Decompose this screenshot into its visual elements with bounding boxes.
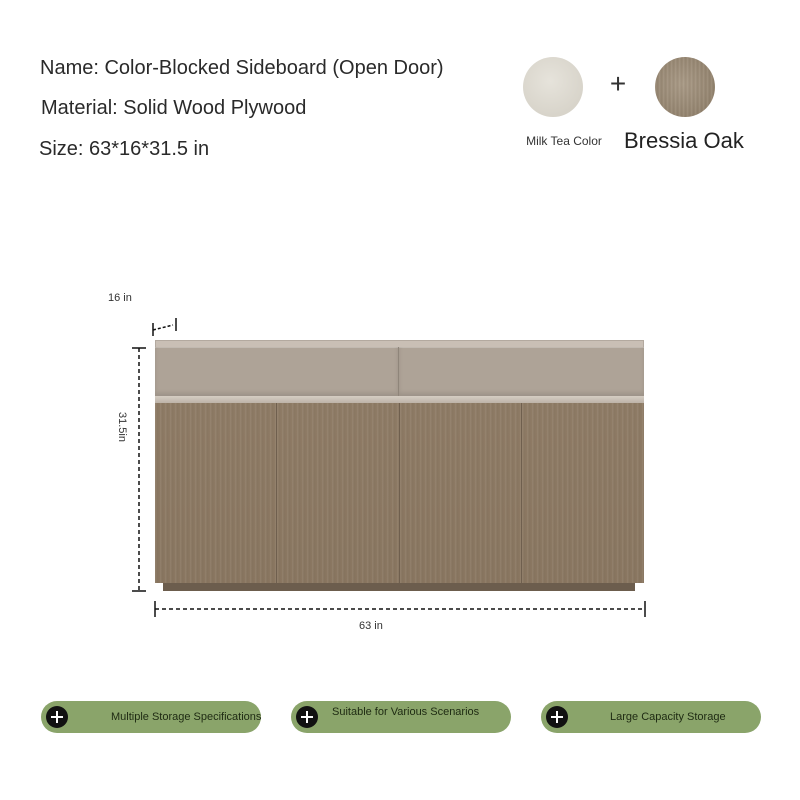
drawer-right: [399, 347, 644, 396]
product-name: Name: Color-Blocked Sideboard (Open Door): [40, 57, 444, 79]
depth-dimension-line: [153, 318, 176, 336]
bressia-oak-label: Bressia Oak: [624, 128, 744, 153]
open-shelf-gap: [155, 396, 644, 403]
product-size: Size: 63*16*31.5 in: [39, 138, 210, 160]
feature-pill-storage-specs: [41, 701, 261, 733]
height-label: 31.5in: [116, 412, 128, 442]
bressia-oak-swatch: [655, 57, 715, 117]
milk-tea-color-label: Milk Tea Color: [526, 134, 602, 148]
plus-circle-icon: [46, 706, 68, 728]
plus-circle-icon: [546, 706, 568, 728]
milk-tea-color-swatch: [523, 57, 583, 117]
feature-label: Multiple Storage Specifications: [111, 711, 262, 723]
cabinet-door-3: [400, 403, 522, 583]
cabinet-door-1: [155, 403, 277, 583]
width-dimension-line: [155, 601, 645, 617]
height-dimension-line: [132, 348, 146, 591]
drawer-left: [155, 347, 398, 396]
depth-label: 16 in: [108, 292, 132, 304]
feature-label: Suitable for Various Scenarios: [332, 706, 480, 718]
cabinet-door-2: [277, 403, 400, 583]
product-material: Material: Solid Wood Plywood: [41, 97, 307, 119]
cabinet-door-4: [522, 403, 644, 583]
plus-sign: +: [609, 68, 627, 99]
feature-label: Large Capacity Storage: [610, 711, 726, 723]
feature-pill-scenarios: [291, 701, 511, 733]
sideboard-plinth: [163, 583, 635, 591]
feature-pill-capacity: [541, 701, 761, 733]
width-label: 63 in: [359, 620, 383, 632]
plus-circle-icon: [296, 706, 318, 728]
